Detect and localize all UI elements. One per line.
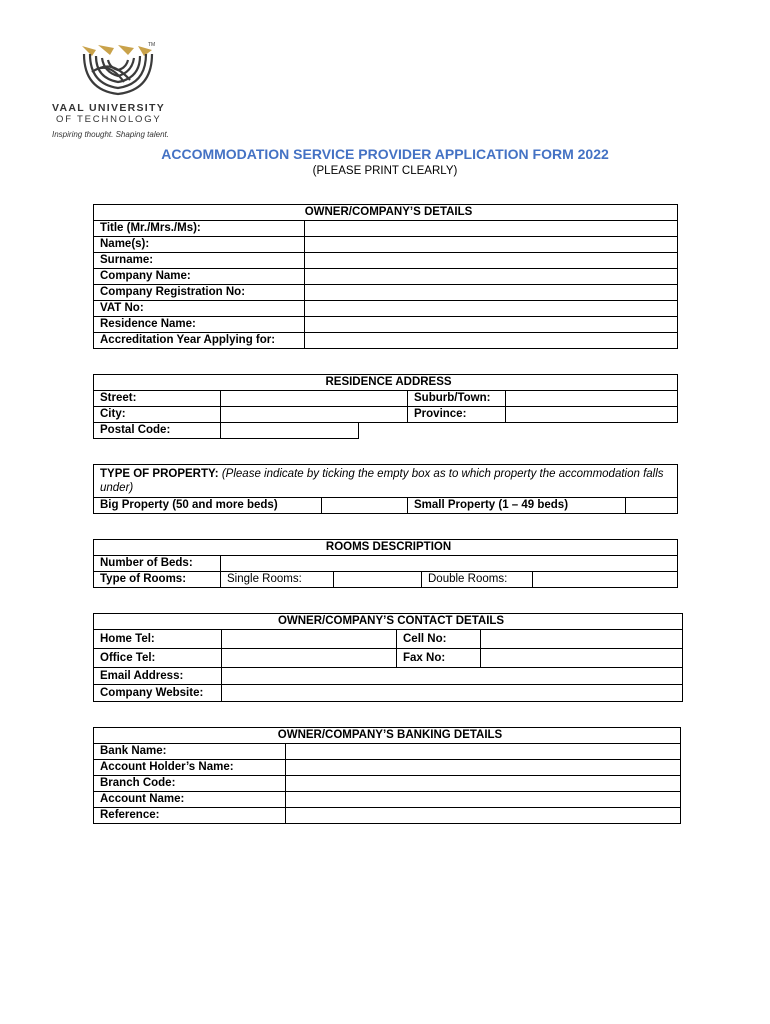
table-row (94, 498, 678, 514)
table-row (94, 221, 678, 237)
table-row (94, 649, 683, 668)
branch-code-label: Branch Code: (94, 776, 286, 792)
owner-details-heading: OWNER/COMPANY’S DETAILS (94, 205, 678, 221)
single-rooms-field[interactable] (334, 572, 422, 588)
residence-address-table (93, 374, 678, 439)
table-row (94, 630, 683, 649)
logo-mark-icon (78, 42, 164, 98)
table-row (94, 423, 678, 439)
property-type-label: TYPE OF PROPERTY: (100, 468, 219, 480)
reference-field[interactable] (286, 808, 681, 824)
postal-code-label: Postal Code: (94, 423, 221, 439)
bank-name-field[interactable] (286, 744, 681, 760)
owner-details-header-row (94, 205, 678, 221)
title-field[interactable] (305, 221, 678, 237)
table-row (94, 760, 681, 776)
form-subtitle: (PLEASE PRINT CLEARLY) (312, 165, 458, 177)
table-row (94, 407, 678, 423)
website-field[interactable] (222, 685, 683, 702)
office-tel-label: Office Tel: (94, 649, 222, 668)
account-name-field[interactable] (286, 792, 681, 808)
residence-name-label: Residence Name: (94, 317, 305, 333)
suburb-field[interactable] (506, 391, 678, 407)
contact-heading: OWNER/COMPANY’S CONTACT DETAILS (94, 614, 683, 630)
email-field[interactable] (222, 668, 683, 685)
cell-no-label: Cell No: (397, 630, 481, 649)
residence-name-field[interactable] (305, 317, 678, 333)
contact-header-row (94, 614, 683, 630)
property-type-header-row (94, 465, 678, 498)
rooms-header-row (94, 540, 678, 556)
city-label: City: (94, 407, 221, 423)
property-type-instruction-cell (94, 465, 678, 498)
title-label: Title (Mr./Mrs./Ms): (94, 221, 305, 237)
accreditation-year-label: Accreditation Year Applying for: (94, 333, 305, 349)
property-type-instruction: (Please indicate by ticking the empty box as to which property the accommodation falls under) (100, 468, 664, 494)
banking-header-row (94, 728, 681, 744)
table-row (94, 253, 678, 269)
website-label: Company Website: (94, 685, 222, 702)
owner-details-table (93, 204, 678, 349)
fax-no-field[interactable] (481, 649, 683, 668)
double-rooms-label: Double Rooms: (422, 572, 533, 588)
table-row (94, 269, 678, 285)
property-type-table (93, 464, 678, 514)
table-row (94, 391, 678, 407)
province-field[interactable] (506, 407, 678, 423)
company-registration-label: Company Registration No: (94, 285, 305, 301)
reference-label: Reference: (94, 808, 286, 824)
company-name-field[interactable] (305, 269, 678, 285)
empty-cell (359, 423, 678, 439)
vat-label: VAT No: (94, 301, 305, 317)
residence-header-row (94, 375, 678, 391)
surname-field[interactable] (305, 253, 678, 269)
table-row (94, 237, 678, 253)
rooms-heading: ROOMS DESCRIPTION (94, 540, 678, 556)
banking-heading: OWNER/COMPANY’S BANKING DETAILS (94, 728, 681, 744)
company-registration-field[interactable] (305, 285, 678, 301)
names-field[interactable] (305, 237, 678, 253)
email-label: Email Address: (94, 668, 222, 685)
table-row (94, 572, 678, 588)
form-title: ACCOMMODATION SERVICE PROVIDER APPLICATION FORM 2022 (161, 146, 609, 162)
company-name-label: Company Name: (94, 269, 305, 285)
city-field[interactable] (221, 407, 408, 423)
vat-field[interactable] (305, 301, 678, 317)
university-name-line1: VAAL UNIVERSITY (52, 102, 166, 114)
university-tagline: Inspiring thought. Shaping talent. (52, 130, 169, 139)
table-row (94, 744, 681, 760)
street-label: Street: (94, 391, 221, 407)
contact-table (93, 613, 683, 702)
account-holder-field[interactable] (286, 760, 681, 776)
trademark-mark: TM (148, 42, 156, 48)
table-row (94, 685, 683, 702)
big-property-checkbox[interactable] (322, 498, 408, 514)
type-of-rooms-label: Type of Rooms: (94, 572, 221, 588)
province-label: Province: (408, 407, 506, 423)
names-label: Name(s): (94, 237, 305, 253)
surname-label: Surname: (94, 253, 305, 269)
single-rooms-label: Single Rooms: (221, 572, 334, 588)
double-rooms-field[interactable] (533, 572, 678, 588)
table-row (94, 333, 678, 349)
postal-code-field[interactable] (221, 423, 359, 439)
table-row (94, 776, 681, 792)
table-row (94, 285, 678, 301)
table-row (94, 668, 683, 685)
university-name-line2: OF TECHNOLOGY (56, 114, 162, 125)
accreditation-year-field[interactable] (305, 333, 678, 349)
small-property-checkbox[interactable] (626, 498, 678, 514)
number-of-beds-label: Number of Beds: (94, 556, 221, 572)
suburb-label: Suburb/Town: (408, 391, 506, 407)
account-name-label: Account Name: (94, 792, 286, 808)
branch-code-field[interactable] (286, 776, 681, 792)
small-property-label: Small Property (1 – 49 beds) (408, 498, 626, 514)
account-holder-label: Account Holder’s Name: (94, 760, 286, 776)
residence-address-heading: RESIDENCE ADDRESS (94, 375, 678, 391)
bank-name-label: Bank Name: (94, 744, 286, 760)
big-property-label: Big Property (50 and more beds) (94, 498, 322, 514)
rooms-table (93, 539, 678, 588)
banking-table (93, 727, 681, 824)
street-field[interactable] (221, 391, 408, 407)
table-row (94, 301, 678, 317)
table-row (94, 556, 678, 572)
university-logo (78, 42, 164, 98)
table-row (94, 792, 681, 808)
number-of-beds-field[interactable] (221, 556, 678, 572)
cell-no-field[interactable] (481, 630, 683, 649)
home-tel-label: Home Tel: (94, 630, 222, 649)
table-row (94, 808, 681, 824)
home-tel-field[interactable] (222, 630, 397, 649)
table-row (94, 317, 678, 333)
office-tel-field[interactable] (222, 649, 397, 668)
fax-no-label: Fax No: (397, 649, 481, 668)
